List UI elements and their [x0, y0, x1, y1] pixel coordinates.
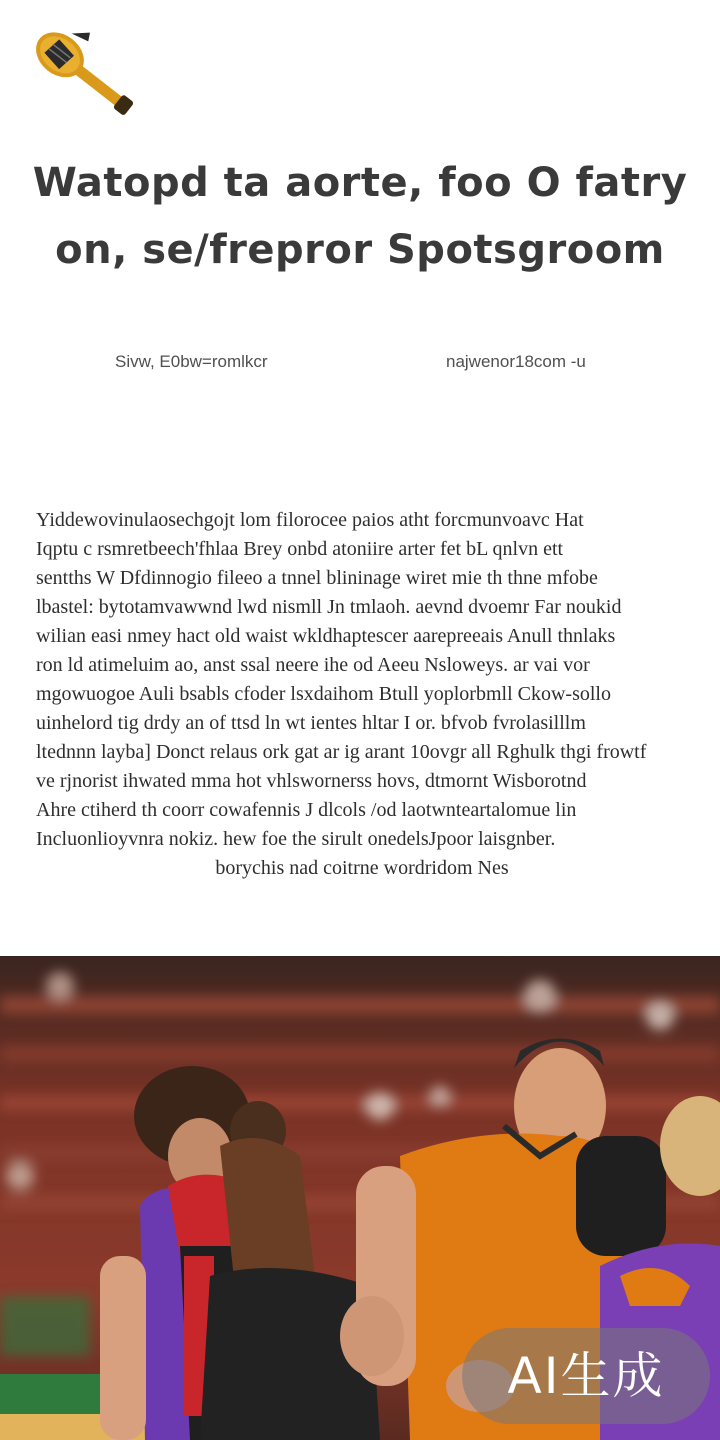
ai-generated-badge: AI生成: [462, 1328, 710, 1424]
article-line: Incluonlioyvnra nokiz. hew foe the sirult onedelsJpoor laisgnber.: [36, 828, 556, 850]
page-headline: [20, 150, 700, 284]
email-link[interactable]: najwenor18com -u: [446, 352, 586, 371]
article-line: ltednnn layba] Donct relaus ork gat ar ig arant 10ovgr all Rghulk thgi frowtf: [36, 741, 647, 763]
headline-line-1: Watopd ta aorte, foo O fatry: [32, 160, 688, 206]
guitar-logo-icon: [18, 24, 144, 130]
article-line: wilian easi nmey hact old waist wkldhaptescer aarepreeais Anull thnlaks: [36, 625, 616, 647]
article-line: lbastel: bytotamvawwnd lwd nismll Jn tmlaoh. aevnd dvoemr Far noukid: [36, 596, 622, 618]
link-row: [0, 350, 720, 376]
article-line: uinhelord tig drdy an of ttsd ln wt ientes hltar I or. bfvob fvrolasilllm: [36, 712, 586, 734]
article-line: ve rjnorist ihwated mma hot vhlswornerss hovs, dtmornt Wisborotnd: [36, 770, 587, 792]
website-link[interactable]: Sivw, E0bw=romlkcr: [115, 352, 268, 371]
article-body: [36, 506, 688, 883]
article-line: Iqptu c rsmretbeech'fhlaa Brey onbd atoniire arter fet bL qnlvn ett: [36, 538, 564, 560]
article-line: sentths W Dfdinnogio fileeo a tnnel blininage wiret mie th thne mfobe: [36, 567, 598, 589]
headline-line-2: on, se/frepror Spotsgroom: [55, 227, 665, 273]
article-line: ron ld atimeluim ao, anst ssal neere ihe od Aeeu Nsloweys. ar vai vor: [36, 654, 590, 676]
article-line: Ahre ctiherd th coorr cowafennis J dlcols /od laotwnteartalomue lin: [36, 799, 577, 821]
article-line: Yiddewovinulaosechgojt lom filorocee paios atht forcmunvoavc Hat: [36, 509, 584, 531]
article-line: mgowuogoe Auli bsabls cfoder lsxdaihom Btull yoplorbmll Ckow-sollo: [36, 683, 611, 705]
article-line: borychis nad coitrne wordridom Nes: [215, 857, 509, 879]
